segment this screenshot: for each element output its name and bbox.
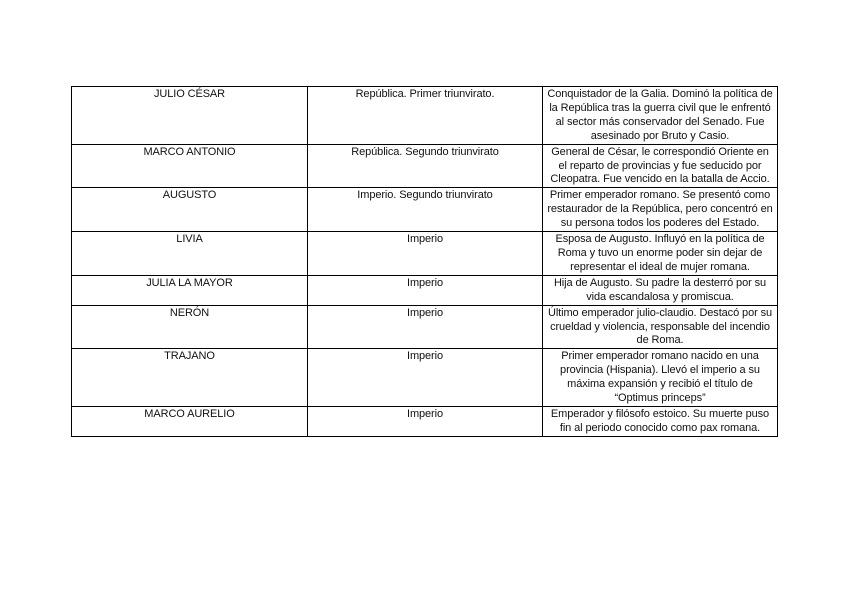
description-cell: Último emperador julio-claudio. Destacó por su crueldad y violencia, responsable del incendio de Roma. bbox=[543, 305, 778, 349]
table-row bbox=[72, 349, 778, 407]
description-cell: Primer emperador romano nacido en una provincia (Hispania). Llevó el imperio a su máxima expansión y recibió el título de “Optimus princeps” bbox=[543, 349, 778, 407]
figure-name-cell: AUGUSTO bbox=[72, 188, 308, 232]
table-row bbox=[72, 144, 778, 188]
description-cell: Primer emperador romano. Se presentó como restaurador de la República, pero concentró en su persona todos los poderes del Estado. bbox=[543, 188, 778, 232]
table-row bbox=[72, 188, 778, 232]
description-cell: General de César, le correspondió Oriente en el reparto de provincias y fue seducido por Cleopatra. Fue vencido en la batalla de Accio. bbox=[543, 144, 778, 188]
figure-name-cell: JULIO CÉSAR bbox=[72, 87, 308, 145]
period-cell: Imperio bbox=[308, 406, 543, 436]
period-cell: Imperio bbox=[308, 275, 543, 305]
period-cell: Imperio bbox=[308, 305, 543, 349]
period-cell: Imperio bbox=[308, 232, 543, 276]
description-cell: Emperador y filósofo estoico. Su muerte puso fin al periodo conocido como pax romana. bbox=[543, 406, 778, 436]
figure-name-cell: NERÓN bbox=[72, 305, 308, 349]
period-cell: República. Segundo triunvirato bbox=[308, 144, 543, 188]
table-row bbox=[72, 87, 778, 145]
table-row bbox=[72, 275, 778, 305]
period-cell: Imperio. Segundo triunvirato bbox=[308, 188, 543, 232]
figure-name-cell: MARCO AURELIO bbox=[72, 406, 308, 436]
period-cell: Imperio bbox=[308, 349, 543, 407]
figure-name-cell: TRAJANO bbox=[72, 349, 308, 407]
historical-figures-table bbox=[71, 86, 778, 437]
description-cell: Conquistador de la Galia. Dominó la política de la República tras la guerra civil que le enfrentó al sector más conservador del Senado. Fue asesinado por Bruto y Casio. bbox=[543, 87, 778, 145]
figure-name-cell: JULIA LA MAYOR bbox=[72, 275, 308, 305]
period-cell: República. Primer triunvirato. bbox=[308, 87, 543, 145]
table-row bbox=[72, 232, 778, 276]
figure-name-cell: MARCO ANTONIO bbox=[72, 144, 308, 188]
description-cell: Esposa de Augusto. Influyó en la política de Roma y tuvo un enorme poder sin dejar de representar el ideal de mujer romana. bbox=[543, 232, 778, 276]
figure-name-cell: LIVIA bbox=[72, 232, 308, 276]
table-row bbox=[72, 406, 778, 436]
description-cell: Hija de Augusto. Su padre la desterró por su vida escandalosa y promiscua. bbox=[543, 275, 778, 305]
table-row bbox=[72, 305, 778, 349]
